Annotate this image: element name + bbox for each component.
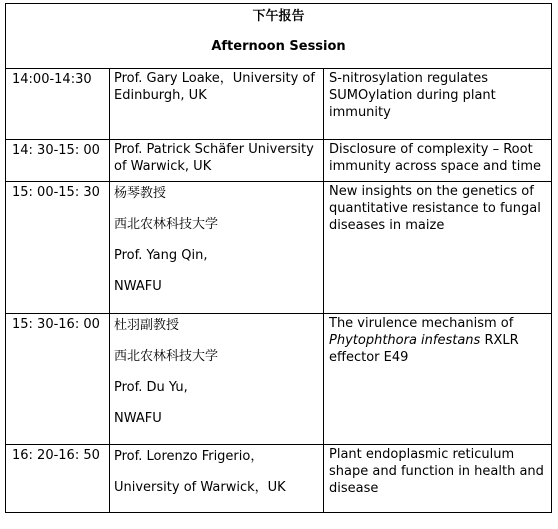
topic-cell: Disclosure of complexity – Root immunity across space and time <box>324 140 552 182</box>
time-cell: 16: 20-16: 50 <box>6 445 110 513</box>
topic-cell: S-nitrosylation regulates SUMOylation during plant immunity <box>324 69 552 140</box>
speaker-affiliation-en: NWAFU <box>114 279 162 294</box>
schedule-table <box>5 3 552 513</box>
time-cell: 15: 00-15: 30 <box>6 182 110 314</box>
speaker-cell <box>110 445 324 513</box>
header-row <box>6 4 552 69</box>
table-row <box>6 140 552 182</box>
speaker-name-cn: 杨琴教授 <box>114 186 167 201</box>
speaker-cell <box>110 182 324 314</box>
topic-text-species: Phytophthora infestans <box>329 333 481 348</box>
session-header <box>6 4 552 69</box>
header-title-cn: 下午报告 <box>252 9 305 24</box>
speaker-name: Prof. Patrick Schäfer University of Warwick, UK <box>114 142 314 174</box>
time-cell: 14: 30-15: 00 <box>6 140 110 182</box>
speaker-name-cn: 杜羽副教授 <box>114 318 180 333</box>
speaker-affiliation-cn: 西北农林科技大学 <box>114 349 219 364</box>
table-row <box>6 182 552 314</box>
time-cell: 15: 30-16: 00 <box>6 314 110 445</box>
speaker-affiliation-cn: 西北农林科技大学 <box>114 217 219 232</box>
topic-cell: New insights on the genetics of quantitative resistance to fungal diseases in maize <box>324 182 552 314</box>
table-row <box>6 445 552 513</box>
speaker-name-en: Prof. Yang Qin, <box>114 248 208 263</box>
time-cell: 14:00-14:30 <box>6 69 110 140</box>
speaker-name: Prof. Gary Loake，University of Edinburgh, UK <box>114 71 315 103</box>
topic-cell <box>324 314 552 445</box>
topic-cell: Plant endoplasmic reticulum shape and function in health and disease <box>324 445 552 513</box>
topic-text-suffix: RXLR effector E49 <box>329 333 519 365</box>
header-title-en: Afternoon Session <box>211 39 346 54</box>
speaker-name-en: Prof. Du Yu, <box>114 380 188 395</box>
table-row <box>6 69 552 140</box>
topic-text-prefix: The virulence mechanism of <box>329 316 514 331</box>
speaker-affiliation: University of Warwick，UK <box>114 480 286 495</box>
speaker-affiliation-en: NWAFU <box>114 411 162 426</box>
table-row <box>6 314 552 445</box>
speaker-cell <box>110 69 324 140</box>
speaker-cell <box>110 314 324 445</box>
speaker-name: Prof. Lorenzo Frigerio， <box>114 449 264 464</box>
speaker-cell <box>110 140 324 182</box>
